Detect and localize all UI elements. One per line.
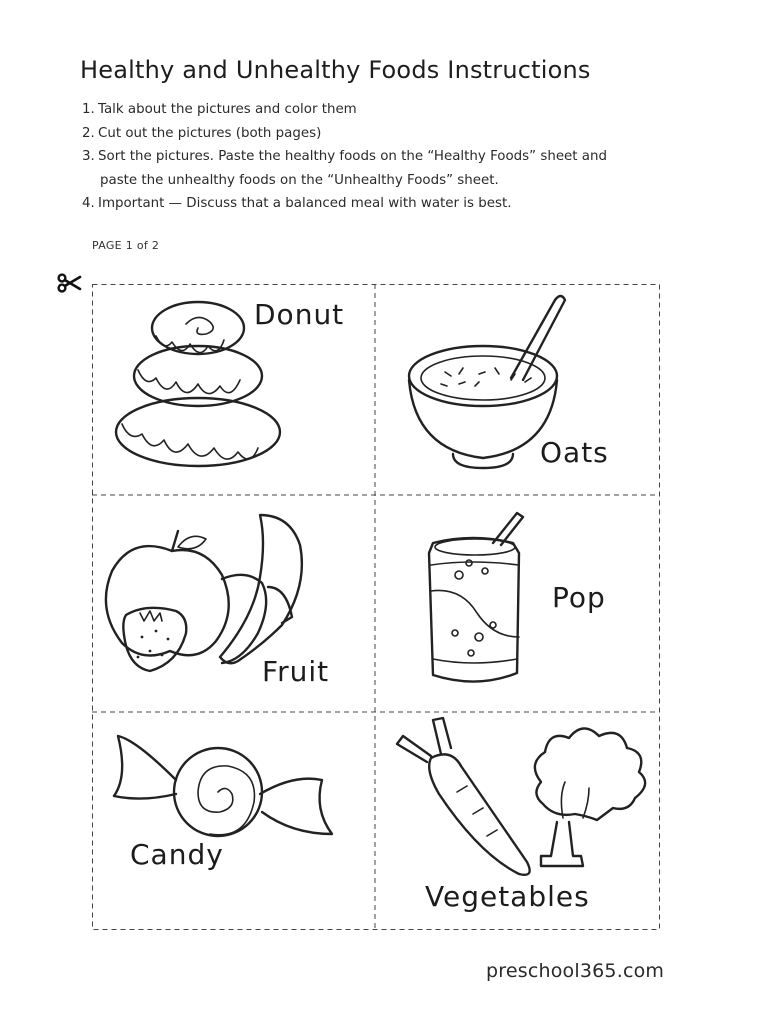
instruction-number: 3.: [82, 149, 95, 164]
card-oats[interactable]: [375, 284, 660, 495]
soda-can-icon: [375, 495, 660, 712]
card-label: Vegetables: [425, 880, 590, 913]
fruit-icon: [92, 495, 375, 712]
card-vegetables[interactable]: [375, 712, 660, 930]
instruction-number: 2.: [82, 125, 95, 141]
instruction-text: Talk about the pictures and color them: [98, 102, 357, 117]
card-label: Oats: [540, 436, 609, 469]
cut-out-grid: [92, 284, 660, 930]
scissors-icon: [56, 270, 82, 296]
instruction-item: [82, 122, 722, 146]
instruction-item: [82, 145, 722, 169]
page-title: Healthy and Unhealthy Foods Instructions: [80, 56, 591, 84]
instructions-list: [82, 98, 722, 216]
card-label: Pop: [552, 581, 606, 614]
page-label: PAGE 1 of 2: [92, 239, 160, 252]
instruction-text: Sort the pictures. Paste the healthy foods on the “Healthy Foods” sheet and: [98, 149, 607, 164]
card-label: Fruit: [262, 655, 330, 688]
oats-bowl-icon: [375, 284, 660, 495]
candy-icon: [92, 712, 375, 930]
instruction-item: [82, 98, 722, 122]
instruction-number: 4.: [82, 196, 95, 211]
card-donut[interactable]: [92, 284, 375, 495]
card-label: Donut: [254, 298, 345, 331]
footer-website: preschool365.com: [486, 960, 665, 982]
instruction-text: Important — Discuss that a balanced meal with water is best.: [98, 196, 512, 211]
instruction-number: 1.: [82, 102, 95, 117]
card-pop[interactable]: [375, 495, 660, 712]
instruction-text: Cut out the pictures (both pages): [98, 125, 322, 141]
card-fruit[interactable]: [92, 495, 375, 712]
instruction-continuation: paste the unhealthy foods on the “Unhealthy Foods” sheet.: [100, 172, 499, 188]
instruction-item: [82, 192, 722, 216]
card-label: Candy: [130, 838, 224, 871]
card-candy[interactable]: [92, 712, 375, 930]
